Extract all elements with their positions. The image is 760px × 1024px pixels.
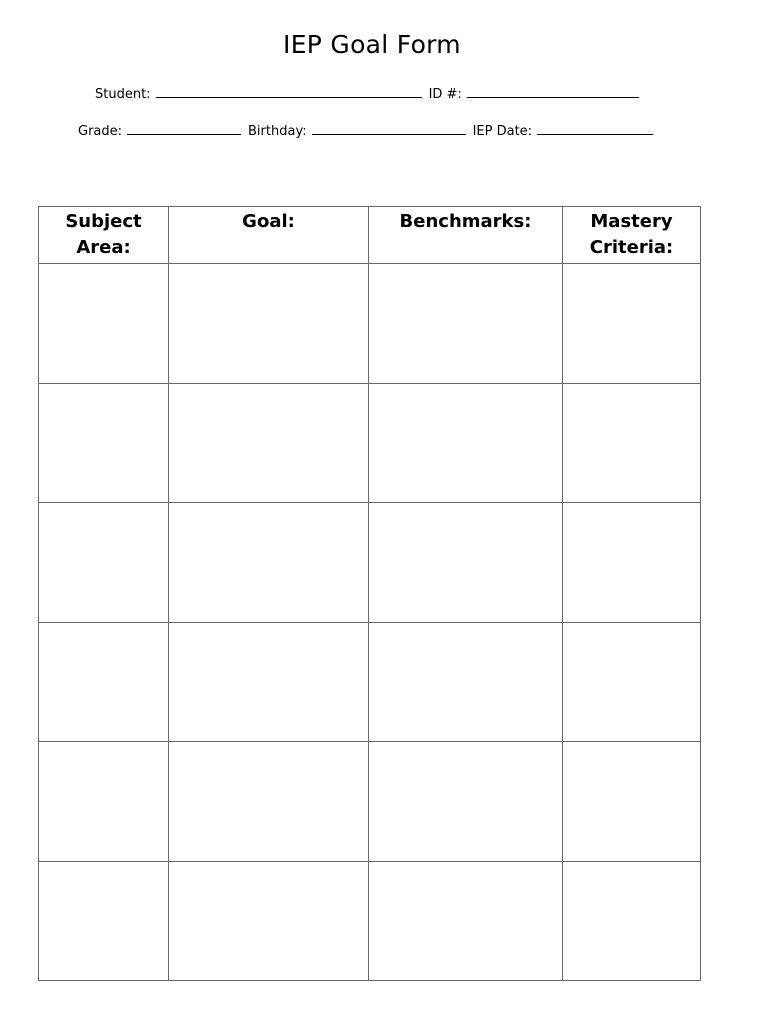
- table-cell-mastery-criteria[interactable]: [563, 622, 701, 742]
- table-row: [39, 264, 701, 384]
- header-subject-area-line2: Area:: [76, 237, 131, 258]
- table-cell-goal[interactable]: [169, 383, 369, 503]
- table-row: [39, 503, 701, 623]
- header-benchmarks: [369, 207, 563, 264]
- table-cell-benchmarks[interactable]: [369, 622, 563, 742]
- table-cell-subject-area[interactable]: [39, 264, 169, 384]
- table-row: [39, 622, 701, 742]
- table-cell-benchmarks[interactable]: [369, 503, 563, 623]
- table-cell-subject-area[interactable]: [39, 861, 169, 981]
- birthday-blank[interactable]: [312, 123, 466, 135]
- table-cell-goal[interactable]: [169, 503, 369, 623]
- table-cell-mastery-criteria[interactable]: [563, 383, 701, 503]
- iep-date-blank[interactable]: [537, 123, 653, 135]
- table-cell-benchmarks[interactable]: [369, 383, 563, 503]
- student-info-row: [95, 86, 646, 102]
- header-benchmarks-line1: Benchmarks:: [399, 211, 532, 232]
- table-cell-mastery-criteria[interactable]: [563, 742, 701, 862]
- table-cell-goal[interactable]: [169, 861, 369, 981]
- student-blank[interactable]: [156, 86, 422, 98]
- header-mastery-criteria-line2: Criteria:: [589, 237, 674, 258]
- table-cell-mastery-criteria[interactable]: [563, 503, 701, 623]
- iep-date-label: IEP Date:: [472, 124, 533, 139]
- table-cell-subject-area[interactable]: [39, 622, 169, 742]
- header-goal: [169, 207, 369, 264]
- page-title: IEP Goal Form: [283, 30, 461, 59]
- table-cell-benchmarks[interactable]: [369, 742, 563, 862]
- header-mastery-criteria-line1: Mastery: [590, 211, 673, 232]
- student-label: Student:: [95, 87, 151, 102]
- table-cell-mastery-criteria[interactable]: [563, 264, 701, 384]
- table-cell-benchmarks[interactable]: [369, 861, 563, 981]
- table-cell-mastery-criteria[interactable]: [563, 861, 701, 981]
- table-row: [39, 742, 701, 862]
- header-mastery-criteria: [563, 207, 701, 264]
- table-cell-goal[interactable]: [169, 742, 369, 862]
- header-goal-line1: Goal:: [242, 211, 295, 232]
- grade-blank[interactable]: [127, 123, 241, 135]
- goal-table: [38, 206, 701, 981]
- table-cell-goal[interactable]: [169, 264, 369, 384]
- id-label: ID #:: [428, 87, 462, 102]
- id-blank[interactable]: [467, 86, 639, 98]
- grade-label: Grade:: [78, 124, 123, 139]
- table-row: [39, 383, 701, 503]
- birthday-label: Birthday:: [248, 124, 307, 139]
- table-cell-subject-area[interactable]: [39, 742, 169, 862]
- table-cell-benchmarks[interactable]: [369, 264, 563, 384]
- table-cell-subject-area[interactable]: [39, 383, 169, 503]
- table-cell-subject-area[interactable]: [39, 503, 169, 623]
- header-subject-area-line1: Subject: [65, 211, 142, 232]
- header-subject-area: [39, 207, 169, 264]
- table-cell-goal[interactable]: [169, 622, 369, 742]
- table-header-row: [39, 207, 701, 264]
- grade-info-row: [78, 123, 660, 139]
- table-row: [39, 861, 701, 981]
